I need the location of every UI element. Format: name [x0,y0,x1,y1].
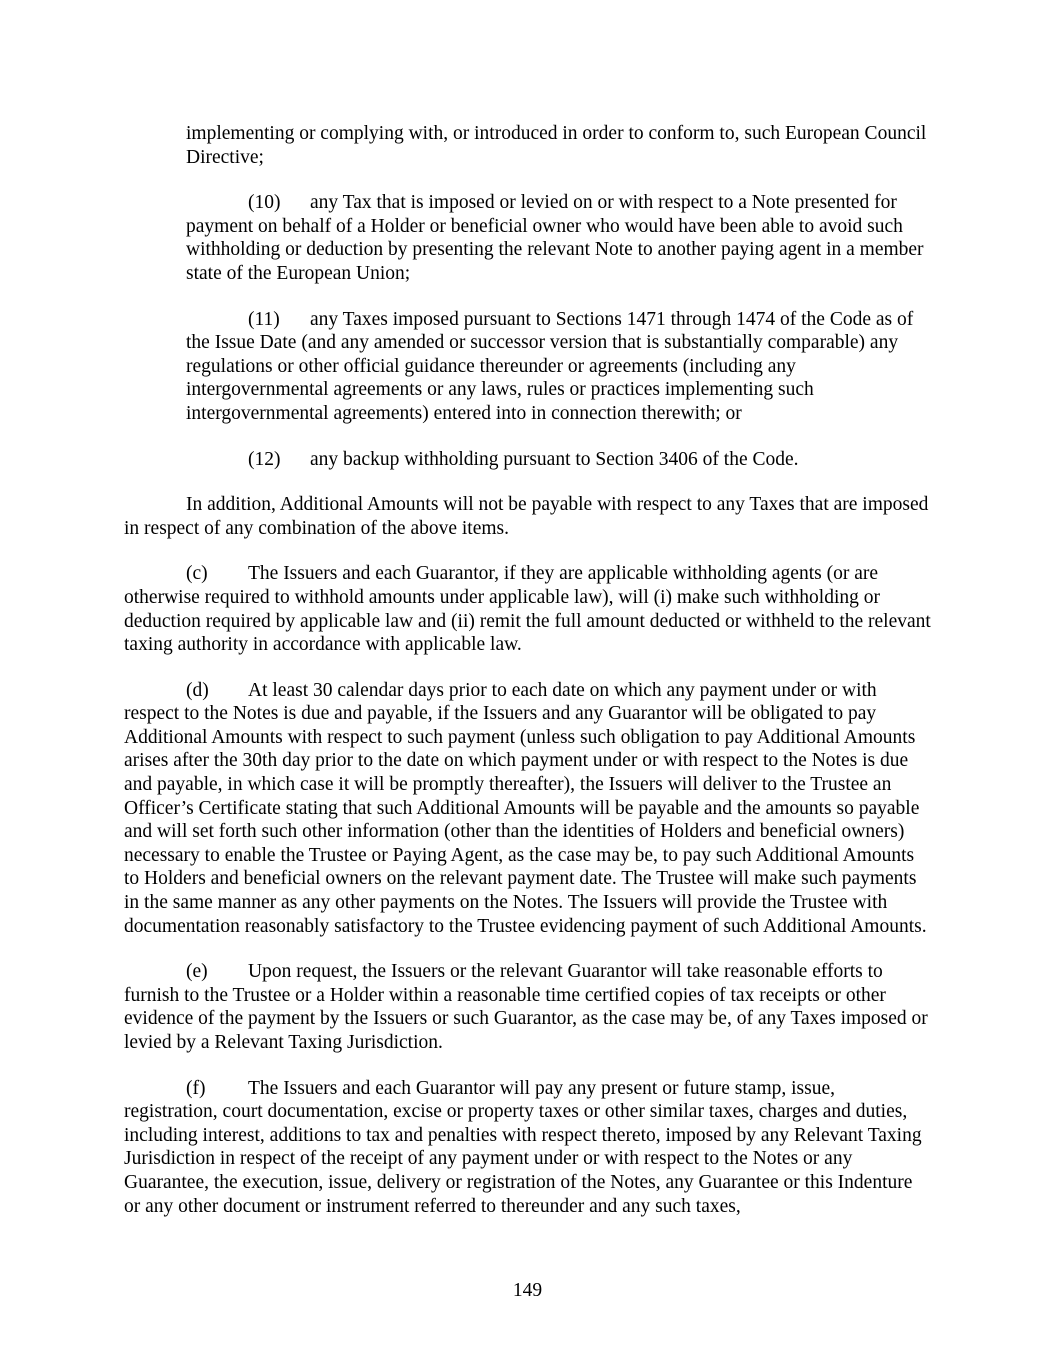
document-page [124,122,932,1240]
page-number: 149 [512,1280,543,1301]
section-f [124,1077,932,1219]
list-item-11 [186,308,932,426]
item-text: any backup withholding pursuant to Section 3406 of the Code. [310,448,799,470]
item-text: any Tax that is imposed or levied on or with respect to a Note presented for payment on behalf of a Holder or beneficial owner who would have been able to avoid such withholding or deduction by presenting the relevant Note to another paying agent in a member state of the European Union; [186,192,924,284]
item-label: (12) [248,448,281,470]
section-label: (e) [186,961,208,983]
item-label: (11) [248,308,280,330]
section-d [124,679,932,939]
section-text: The Issuers and each Guarantor will pay any present or future stamp, issue, registration, court documentation, excise or property taxes or other similar taxes, charges and duties, including interest, additions to tax and penalties with respect thereto, imposed by any Relevant Taxing Jurisdiction in respect of the receipt of any payment under or with respect to the Notes or any Guarantee, the execution, issue, delivery or registration of the Notes, any Guarantee or this Indenture or any other document or instrument referred to thereunder and any such taxes, [124,1077,922,1217]
paragraph-additional-amounts [124,493,932,540]
section-label: (d) [186,679,209,701]
paragraph-continuation [186,122,932,169]
item-label: (10) [248,192,281,214]
section-text: Upon request, the Issuers or the relevant Guarantor will take reasonable efforts to furnish to the Trustee or a Holder within a reasonable time certified copies of tax receipts or other evidence of the payment by the Issuers or such Guarantor, as the case may be, of any Taxes imposed or levied by a Relevant Taxing Jurisdiction. [124,961,928,1053]
item-text: any Taxes imposed pursuant to Sections 1471 through 1474 of the Code as of the Issue Date (and any amended or successor version that is substantially comparable) any regulations or other official guidance thereunder or agreements (including any intergovernmental agreements or any laws, rules or practices implementing such intergovernmental agreements) entered into in connection therewith; or [186,308,914,424]
list-item-10 [186,191,932,285]
section-text: At least 30 calendar days prior to each date on which any payment under or with respect to the Notes is due and payable, if the Issuers and any Guarantor will be obligated to pay Additional Amounts with respect to such payment (unless such obligation to pay Additional Amounts arises after the 30th day prior to the date on which payment under or with respect to the Notes is due and payable, in which case it will be promptly thereafter), the Issuers will deliver to the Trustee an Officer’s Certificate stating that such Additional Amounts will be payable and the amounts so payable and will set forth such other information (other than the identities of Holders and beneficial owners) necessary to enable the Trustee or Paying Agent, as the case may be, to pay such Additional Amounts to Holders and beneficial owners on the relevant payment date. The Trustee will make such payments in the same manner as any other payments on the Notes. The Issuers will provide the Trustee with documentation reasonably satisfactory to the Trustee evidencing payment of such Additional Amounts. [124,679,927,937]
section-e [124,960,932,1054]
paragraph-text: In addition, Additional Amounts will not be payable with respect to any Taxes that are imposed in respect of any combination of the above items. [124,494,929,539]
section-label: (c) [186,563,208,585]
paragraph-text: implementing or complying with, or introduced in order to conform to, such European Council Directive; [186,123,927,168]
section-text: The Issuers and each Guarantor, if they are applicable withholding agents (or are otherwise required to withhold amounts under applicable law), will (i) make such withholding or deduction required by applicable law and (ii) remit the full amount deducted or withheld to the relevant taxing authority in accordance with applicable law. [124,563,931,656]
section-c [124,562,932,656]
section-label: (f) [186,1077,206,1099]
list-item-12 [186,448,932,472]
